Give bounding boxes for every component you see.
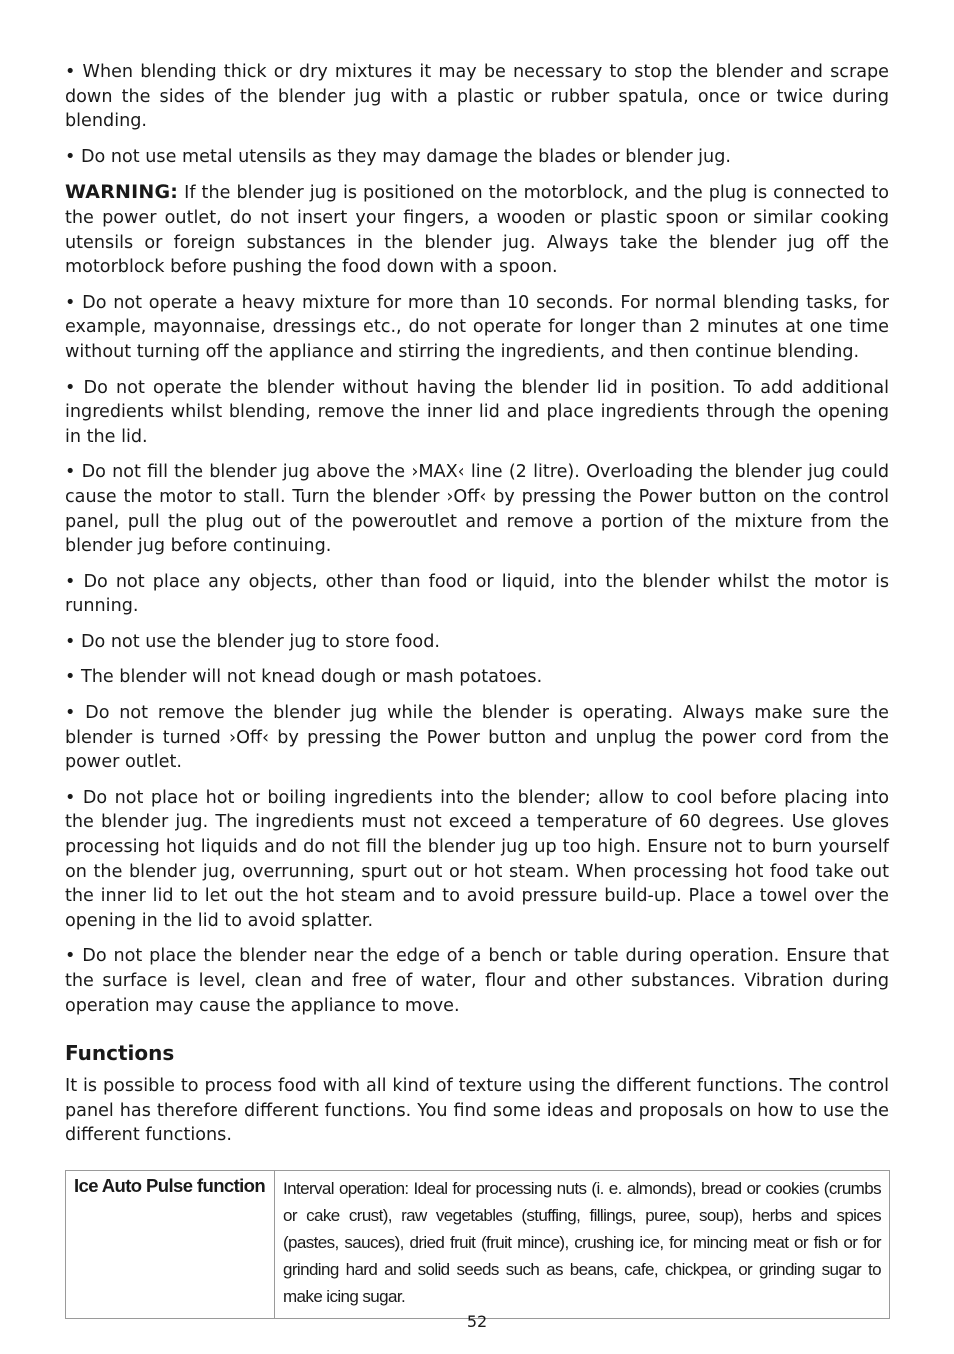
functions-table — [65, 1170, 890, 1319]
paragraph-metal-utensils: • Do not use metal utensils as they may damage the blades or blender jug. — [65, 146, 731, 167]
functions-heading: Functions — [65, 1041, 175, 1066]
bullet-no-storage: • Do not use the blender jug to store food. — [65, 631, 440, 652]
paragraph-scrape-down: • When blending thick or dry mixtures it may be necessary to stop the blender and scrape down the sides of the blender jug with a plastic or rubber spatula, once or twice during blending. — [65, 62, 889, 132]
manual-page-body — [65, 60, 889, 1319]
bullet-no-objects: • Do not place any objects, other than food or liquid, into the blender whilst the motor is running. — [65, 571, 889, 617]
function-name-cell: Ice Auto Pulse function — [66, 1170, 275, 1318]
bullet-max-line: • Do not fill the blender jug above the ›MAX‹ line (2 litre). Overloading the blender jug could cause the motor to stall. Turn the blender ›Off‹ by pressing the Power button on the control panel, pull the plug out of the poweroutlet and remove a portion of the mixture from the blender jug before continuing. — [65, 462, 889, 557]
table-row — [66, 1170, 890, 1318]
page-number: 52 — [466, 1312, 488, 1331]
function-description-cell: Interval operation: Ideal for processing nuts (i. e. almonds), bread or cookies (crumbs or cake crust), raw vegetables (stuffing, fillings, puree, soup), herbs and spices (pastes, sauces), dried fruit (fruit mince), crushing ice, for mincing meat or fish or for grinding hard and solid seeds such as beans, cafe, chickpea, or grinding sugar to make icing sugar. — [275, 1170, 890, 1318]
warning-text: If the blender jug is positioned on the motorblock, and the plug is connected to the power outlet, do not insert your fingers, a wooden or plastic spoon or similar cooking utensils or foreign substances in the blender jug. Always take the blender jug off the motorblock before pushing the food down with a spoon. — [65, 183, 889, 278]
bullet-no-knead: • The blender will not knead dough or mash potatoes. — [65, 667, 543, 688]
warning-label: WARNING: — [65, 181, 179, 204]
bullet-bench-edge: • Do not place the blender near the edge of a bench or table during operation. Ensure that the surface is level, clean and free of water, flour and other substances. Vibration during operation may cause the appliance to move. — [65, 946, 889, 1016]
warning-paragraph — [65, 180, 889, 279]
functions-intro: It is possible to process food with all kind of texture using the different functions. The control panel has therefore different functions. You find some ideas and proposals on how to use the different functions. — [65, 1076, 889, 1146]
bullet-hot-ingredients: • Do not place hot or boiling ingredients into the blender; allow to cool before placing into the blender jug. The ingredients must not exceed a temperature of 60 degrees. Use gloves processing hot liquids and do not fill the blender jug up too high. Ensure not to burn yourself on the blender jug, overrunning, spurt out or hot steam. When processing hot food take out the inner lid to let out the hot steam and to avoid pressure build-up. Place a towel over the opening in the lid to avoid splatter. — [65, 787, 889, 931]
bullet-remove-jug: • Do not remove the blender jug while the blender is operating. Always make sure the blender is turned ›Off‹ by pressing the Power button and unplug the power cord from the power outlet. — [65, 703, 889, 773]
bullet-heavy-mixture: • Do not operate a heavy mixture for more than 10 seconds. For normal blending tasks, for example, mayonnaise, dressings etc., do not operate for longer than 2 minutes at one time without turning off the appliance and stirring the ingredients, and then continue blending. — [65, 292, 889, 362]
bullet-lid-position: • Do not operate the blender without having the blender lid in position. To add additional ingredients whilst blending, remove the inner lid and place ingredients through the opening in the lid. — [65, 377, 889, 447]
